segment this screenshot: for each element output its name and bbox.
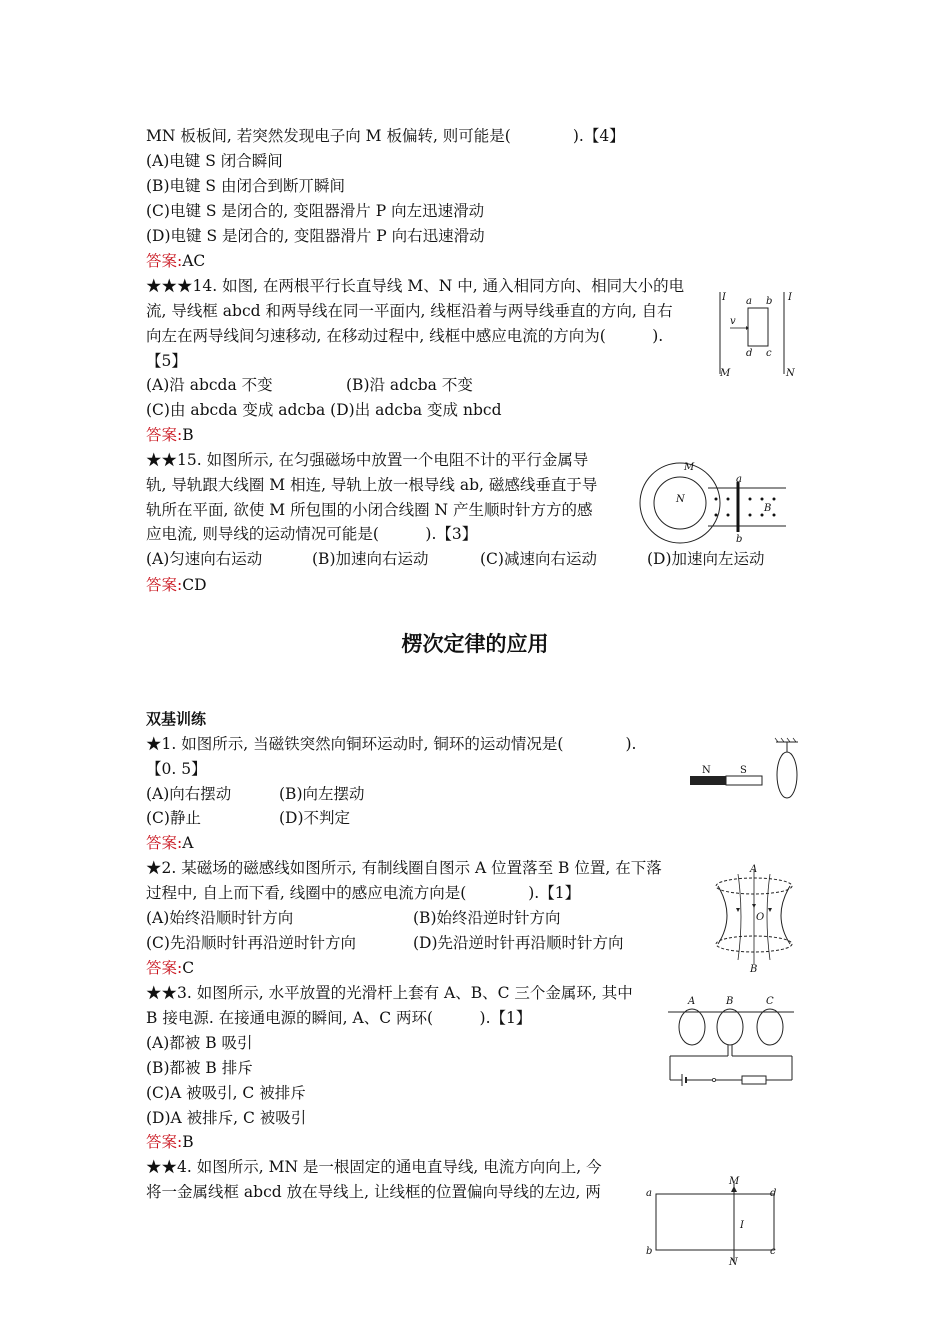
q15-option-d: (D)加速向左运动 [647, 550, 765, 568]
rod-a-label: a [736, 474, 742, 485]
q15-answer [146, 573, 207, 598]
corner-d-label: d [770, 1188, 777, 1199]
wire-m-label: M [720, 368, 731, 379]
q3-option-b: (B)都被 B 排斥 [146, 1059, 253, 1077]
velocity-label: v [730, 316, 736, 327]
option-b: (B)电键 S 由闭合到断丌瞬间 [146, 177, 345, 195]
corner-b-label: b [646, 1246, 653, 1257]
answer-line [146, 249, 205, 274]
answer-value: B [182, 426, 194, 444]
q3-option-a: (A)都被 B 吸引 [146, 1034, 253, 1052]
corner-c-label: c [766, 348, 772, 359]
q14-answer [146, 423, 194, 448]
q15-line-1: ★★15. 如图所示, 在匀强磁场中放置一个电阻不计的平行金属导 [146, 451, 589, 469]
q15-line-4: 应电流, 则导线的运动情况可能是( ).【3】 [146, 525, 478, 543]
section-heading: 双基训练 [146, 710, 207, 728]
q2-option-d: (D)先沿逆时针再沿顺时针方向 [413, 934, 624, 952]
q2-option-c: (C)先沿顺时针再沿逆时针方向 [146, 934, 356, 952]
page-title: 楞次定律的应用 [401, 632, 549, 656]
q15-option-c: (C)减速向右运动 [480, 550, 597, 568]
ring-c-label: C [766, 996, 774, 1007]
magnet-s-label: S [740, 765, 747, 776]
q1-figure [688, 738, 803, 800]
answer-label: 答案: [146, 834, 183, 852]
q2-option-a: (A)始终沿顺时针方向 [146, 909, 294, 927]
q15-line-3: 轨所在平面, 欲使 M 所包围的小闭合线圈 N 产生顺时针方方的感 [146, 501, 593, 519]
q1-option-d: (D)不判定 [279, 809, 351, 827]
position-b-label: B [750, 964, 758, 975]
answer-value: A [182, 834, 194, 852]
answer-label: 答案: [146, 576, 183, 594]
q1-line-2: 【0. 5】 [146, 760, 207, 778]
magnet-n-label: N [702, 765, 711, 776]
ring-b-label: B [726, 996, 734, 1007]
answer-value: C [182, 959, 195, 977]
corner-a-label: a [746, 296, 752, 307]
option-a: (A)电键 S 闭合瞬间 [146, 152, 283, 170]
current-label-left: I [722, 292, 726, 303]
answer-value: CD [182, 576, 207, 594]
answer-label: 答案: [146, 252, 183, 270]
q4-line-1: ★★4. 如图所示, MN 是一根固定的通电直导线, 电流方向向上, 今 [146, 1158, 602, 1176]
q14-option-b: (B)沿 adcba 不变 [346, 376, 473, 394]
q1-answer [146, 831, 193, 856]
q3-figure [666, 992, 796, 1088]
q1-option-b: (B)向左摆动 [279, 785, 365, 803]
corner-d-label: d [746, 348, 753, 359]
current-label: I [740, 1220, 744, 1231]
q2-figure [708, 864, 800, 976]
q15-option-a: (A)匀速向右运动 [146, 550, 263, 568]
q14-line-3: 向左在两导线间匀速移动, 在移动过程中, 线框中感应电流的方向为( ). [146, 327, 664, 345]
corner-a-label: a [646, 1188, 652, 1199]
answer-label: 答案: [146, 959, 183, 977]
option-c: (C)电键 S 是闭合的, 变阻器滑片 P 向左迅速滑动 [146, 202, 485, 220]
q2-line-2: 过程中, 自上而下看, 线圈中的感应电流方向是( ).【1】 [146, 884, 581, 902]
position-a-label: A [750, 864, 758, 875]
corner-c-label: c [770, 1246, 776, 1257]
q14-line-2: 流, 导线框 abcd 和两导线在同一平面内, 线框沿着与两导线垂直的方向, 自右 [146, 302, 673, 320]
q4-figure [644, 1172, 784, 1268]
q1-line-1: ★1. 如图所示, 当磁铁突然向铜环运动时, 铜环的运动情况是( ). [146, 735, 637, 753]
question-text-line: MN 板板间, 若突然发现电子向 M 板偏转, 则可能是( ).【4】 [146, 127, 625, 145]
q2-answer [146, 956, 194, 981]
q14-option-a: (A)沿 abcda 不变 [146, 376, 273, 394]
q14-figure [712, 288, 802, 383]
answer-label: 答案: [146, 1133, 183, 1151]
q3-option-d: (D)A 被排斥, C 被吸引 [146, 1109, 307, 1127]
q1-option-c: (C)静止 [146, 809, 201, 827]
q3-line-2: B 接电源. 在接通电源的瞬间, A、C 两环( ).【1】 [146, 1009, 532, 1027]
q2-option-b: (B)始终沿逆时针方向 [413, 909, 561, 927]
field-b-label: B [764, 503, 772, 514]
rod-b-label: b [736, 534, 743, 545]
current-label-right: I [788, 292, 792, 303]
wire-m-label: M [729, 1176, 740, 1187]
answer-label: 答案: [146, 426, 183, 444]
q3-answer [146, 1130, 194, 1155]
q2-line-1: ★2. 某磁场的磁感线如图所示, 有制线圈自图示 A 位置落至 B 位置, 在下落 [146, 859, 662, 877]
answer-value: B [182, 1133, 194, 1151]
q14-option-cd: (C)由 abcda 变成 adcba (D)出 adcba 变成 nbcd [146, 401, 502, 419]
q14-line-1: ★★★14. 如图, 在两根平行长直导线 M、N 中, 通入相同方向、相同大小的电 [146, 277, 685, 295]
q15-option-b: (B)加速向右运动 [312, 550, 429, 568]
q15-figure [638, 458, 788, 548]
wire-n-label: N [729, 1257, 738, 1268]
q3-line-1: ★★3. 如图所示, 水平放置的光滑杆上套有 A、B、C 三个金属环, 其中 [146, 984, 633, 1002]
center-o-label: O [756, 912, 765, 923]
q14-line-4: 【5】 [146, 352, 187, 370]
ring-a-label: A [688, 996, 696, 1007]
q15-line-2: 轨, 导轨跟大线圈 M 相连, 导轨上放一根导线 ab, 磁感线垂直于导 [146, 476, 598, 494]
q3-option-c: (C)A 被吸引, C 被排斥 [146, 1084, 306, 1102]
q4-line-2: 将一金属线框 abcd 放在导线上, 让线框的位置偏向导线的左边, 两 [146, 1183, 601, 1201]
answer-value: AC [182, 252, 206, 270]
coil-m-label: M [684, 462, 695, 473]
wire-n-label: N [786, 368, 795, 379]
option-d: (D)电键 S 是闭合的, 变阻器滑片 P 向右迅速滑动 [146, 227, 485, 245]
coil-n-label: N [676, 494, 685, 505]
corner-b-label: b [766, 296, 773, 307]
q1-option-a: (A)向右摆动 [146, 785, 232, 803]
